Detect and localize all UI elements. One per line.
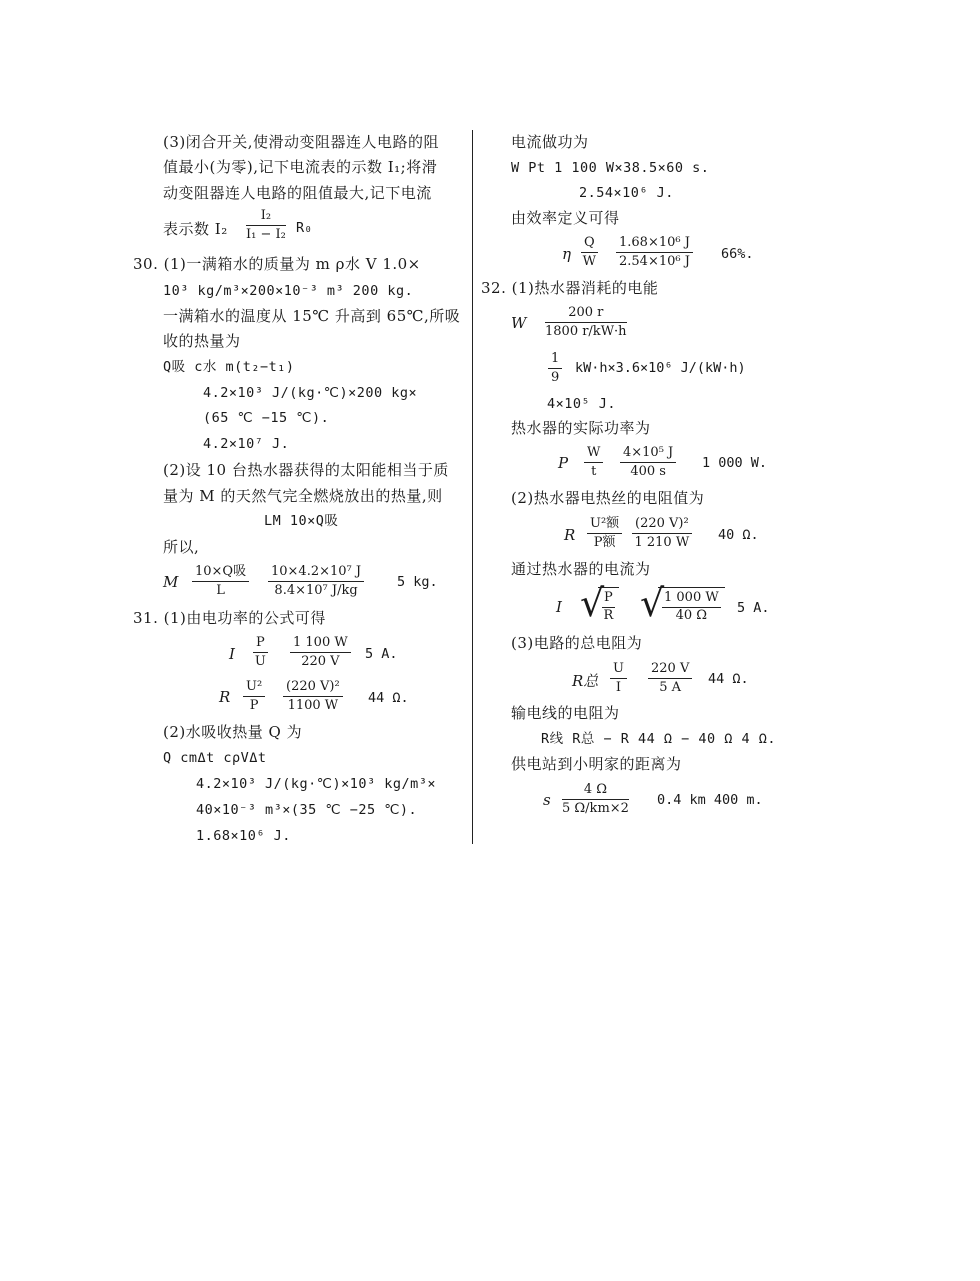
math-symbol: I (229, 645, 235, 663)
result: 66%. (721, 246, 754, 262)
equation: W Pt 1 100 W×38.5×60 s. (511, 160, 710, 176)
fraction: $\frac{\text{10×4.2×10⁷ J}}{\text{8.4×10⁷ J/kg}}$ (268, 564, 364, 599)
text-line: 供电站到小明家的距离为 (511, 755, 682, 773)
equation: LM 10×Q吸 (264, 513, 339, 529)
result: 44 Ω. (368, 690, 409, 706)
fraction: $\frac{\text{(220 V)²}}{1 210 W}$ (632, 516, 692, 551)
result: 0.4 km 400 m. (657, 792, 763, 808)
math-symbol: P (558, 454, 569, 472)
math-symbol: η (562, 245, 571, 263)
fraction: $\frac{200 r}{1800 r/kW\cdot h}$ (545, 305, 627, 339)
fraction: $\frac{\text{4×10⁵ J}}{400 s}$ (620, 445, 676, 480)
equation: 1.68×10⁶ J. (196, 828, 291, 844)
result: 40 Ω. (718, 527, 759, 543)
equation: 40×10⁻³ m³×(35 ℃ −25 ℃). (196, 802, 418, 818)
radical-icon: √ (640, 581, 665, 625)
text-line: 热水器的实际功率为 (511, 419, 651, 437)
result: 1 000 W. (702, 455, 768, 471)
fraction: $\frac{\text{1.68×10⁶ J}}{\text{2.54×10⁶ J}}$ (616, 235, 693, 270)
fraction: $\frac{W}{t}$ (584, 445, 603, 480)
text-line: 电流做功为 (511, 133, 589, 151)
text-line: 通过热水器的电流为 (511, 560, 651, 578)
text-line: R₀ (296, 220, 313, 236)
text-line: 所以, (163, 538, 200, 556)
text-line: 表示数 I₂ (163, 220, 228, 238)
result: 5 A. (737, 600, 770, 616)
text-line: (2)水吸收热量 Q 为 (163, 723, 303, 741)
result: 5 A. (365, 646, 398, 662)
text-line: (2)热水器电热丝的电阻值为 (511, 489, 705, 507)
fraction: $\frac{\text{(220 V)²}}{1100 W}$ (283, 679, 343, 714)
fraction: $\frac{Q}{W}$ (582, 235, 597, 269)
radical-icon: √ (580, 581, 605, 625)
fraction: $\frac{1}{9}$ (548, 351, 562, 386)
math-symbol: R (219, 688, 231, 706)
text-line: 动变阻器连人电路的阻值最大,记下电流 (163, 184, 432, 202)
text-line: 值最小(为零),记下电流表的示数 I₁;将滑 (163, 158, 438, 176)
fraction: $\frac{220 V}{5 A}$ (648, 661, 692, 696)
equation: 2.54×10⁶ J. (579, 185, 674, 201)
text-line: 收的热量为 (163, 332, 241, 350)
fraction: $\frac{U}{I}$ (610, 661, 627, 696)
fraction: U²额 P额 (587, 516, 622, 551)
equation: Q吸 c水 m(t₂−t₁) (163, 359, 295, 375)
math-symbol: R (564, 526, 576, 544)
text-line: (3)闭合开关,使滑动变阻器连人电路的阻 (163, 133, 440, 151)
fraction: $\frac{\text{U²}}{P}$ (243, 679, 265, 714)
equation: kW·h×3.6×10⁶ J/(kW·h) (575, 360, 746, 376)
math-symbol: s (543, 791, 551, 809)
fraction: $\frac{4 \Omega}{5 \Omega/km\times 2}$ (562, 782, 629, 816)
equation: 4.2×10³ J/(kg·℃)×200 kg× (203, 385, 418, 401)
equation: 4.2×10⁷ J. (203, 436, 290, 452)
text-line: (3)电路的总电阻为 (511, 634, 643, 652)
math-symbol: M (163, 573, 179, 591)
question-31: 31. (1)由电功率的公式可得 (133, 609, 326, 627)
equation: 4×10⁵ J. (547, 396, 617, 412)
result: 44 Ω. (708, 671, 749, 687)
math-symbol: W (511, 314, 527, 332)
equation: 4.2×10³ J/(kg·℃)×10³ kg/m³× (196, 776, 436, 792)
math-symbol: I (556, 598, 562, 616)
result: 5 kg. (397, 574, 438, 590)
question-30: 30. (1)一满箱水的质量为 m ρ水 V 1.0× (133, 255, 421, 273)
fraction: 10×Q吸 L (192, 564, 249, 599)
equation: R线 R总 − R 44 Ω − 40 Ω 4 Ω. (541, 731, 777, 747)
text-line: 由效率定义可得 (511, 209, 620, 227)
text-line: 量为 M 的天然气完全燃烧放出的热量,则 (163, 487, 443, 505)
fraction: $\frac{\text{I₂}}{\text{I₁ − I₂}}$ (246, 208, 286, 242)
text-line: 10³ kg/m³×200×10⁻³ m³ 200 kg. (163, 283, 414, 299)
fraction: $\frac{P}{U}$ (254, 635, 266, 669)
square-root: √ $\frac{1 000 W}{40 \Omega}$ (640, 587, 725, 624)
fraction: $\frac{1 100 W}{220 V}$ (290, 635, 351, 670)
question-32: 32. (1)热水器消耗的电能 (481, 279, 659, 297)
column-divider (472, 130, 473, 844)
equation: Q cmΔt cρVΔt (163, 750, 267, 766)
text-line: (2)设 10 台热水器获得的太阳能相当于质 (163, 461, 449, 479)
math-symbol: R总 (572, 672, 599, 690)
square-root: √ $\frac{P}{R}$ (580, 587, 619, 624)
text-line: 输电线的电阻为 (511, 704, 620, 722)
equation: (65 ℃ −15 ℃). (203, 410, 330, 426)
text-line: 一满箱水的温度从 15℃ 升高到 65℃,所吸 (163, 307, 461, 325)
